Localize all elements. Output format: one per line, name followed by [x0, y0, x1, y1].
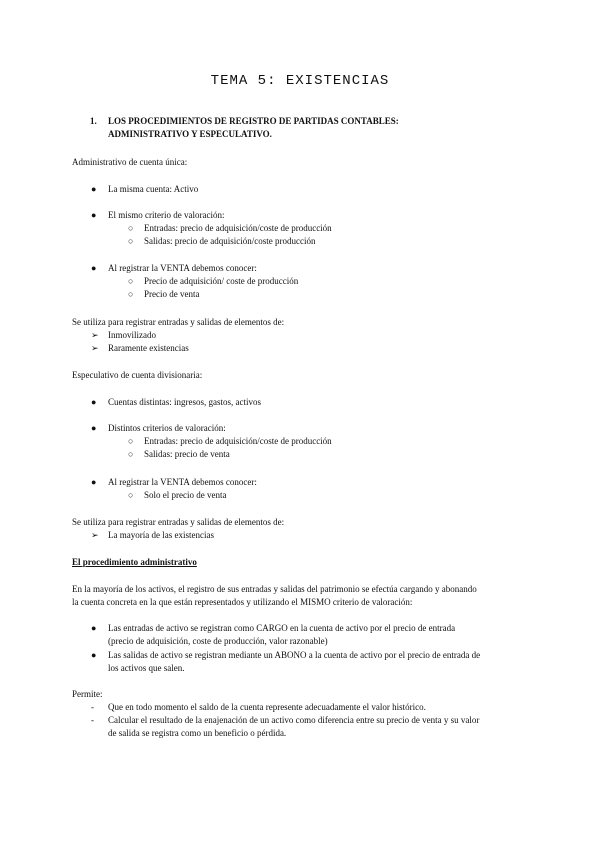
admin-bullet-1: La misma cuenta: Activo [108, 184, 199, 194]
proc-paragraph-line1: En la mayoría de los activos, el registro de sus entradas y salidas del patrimonio se efectúa cargando y abonando [72, 584, 477, 594]
admin-bullet-3-sub-2: Precio de venta [144, 289, 200, 299]
proc-bullet-2-line1: Las salidas de activo se registran mediante un ABONO a la cuenta de activo por el precio de entrada de [108, 650, 481, 660]
bullet-icon: ● [91, 263, 97, 273]
permite-item-1: Que en todo momento el saldo de la cuenta represente adecuadamente el valor histórico. [108, 702, 426, 712]
espec-intro: Especulativo de cuenta divisionaria: [72, 370, 203, 380]
espec-bullet-3-sub-1: Solo el precio de venta [144, 490, 227, 500]
espec-bullet-1: Cuentas distintas: ingresos, gastos, activos [108, 397, 261, 407]
proc-heading: El procedimiento administrativo [72, 557, 197, 567]
admin-intro: Administrativo de cuenta única: [72, 157, 188, 167]
admin-bullet-2: El mismo criterio de valoración: [108, 210, 225, 220]
circle-icon: ○ [128, 236, 134, 246]
permite-label: Permite: [72, 689, 103, 699]
circle-icon: ○ [128, 276, 134, 286]
bullet-icon: ● [91, 477, 97, 487]
permite-item-2-line2: de salida se registra como un beneficio o pérdida. [108, 728, 287, 738]
page-title: TEMA 5: EXISTENCIAS [210, 73, 390, 89]
espec-bullet-2: Distintos criterios de valoración: [108, 423, 226, 433]
arrow-icon: ➢ [91, 330, 99, 340]
bullet-icon: ● [91, 623, 97, 633]
espec-bullet-3: Al registrar la VENTA debemos conocer: [108, 477, 257, 487]
dash-icon: - [91, 702, 94, 712]
admin-bullet-2-sub-2: Salidas: precio de adquisición/coste producción [144, 236, 316, 246]
espec-usage-item-1: La mayoría de las existencias [108, 530, 214, 540]
admin-bullet-3: Al registrar la VENTA debemos conocer: [108, 263, 257, 273]
dash-icon: - [91, 715, 94, 725]
proc-bullet-1-line2: (precio de adquisición, coste de producción, valor razonable) [108, 636, 328, 646]
circle-icon: ○ [128, 289, 134, 299]
bullet-icon: ● [91, 397, 97, 407]
circle-icon: ○ [128, 436, 134, 446]
proc-paragraph-line2: la cuenta concreta en la que están representados y utilizando el MISMO criterio de valoración: [72, 597, 413, 607]
bullet-icon: ● [91, 210, 97, 220]
admin-usage-item-2: Raramente existencias [108, 343, 189, 353]
section-heading-line2: ADMINISTRATIVO Y ESPECULATIVO. [108, 129, 272, 139]
circle-icon: ○ [128, 449, 134, 459]
proc-bullet-1-line1: Las entradas de activo se registran como CARGO en la cuenta de activo por el precio de entrada [108, 623, 456, 633]
permite-item-2-line1: Calcular el resultado de la enajenación de un activo como diferencia entre su precio de venta y su valor [108, 715, 480, 725]
bullet-icon: ● [91, 650, 97, 660]
bullet-icon: ● [91, 184, 97, 194]
circle-icon: ○ [128, 490, 134, 500]
admin-bullet-2-sub-1: Entradas: precio de adquisición/coste de producción [144, 223, 332, 233]
section-number: 1. [90, 116, 97, 126]
espec-bullet-2-sub-2: Salidas: precio de venta [144, 449, 230, 459]
section-heading-line1: LOS PROCEDIMIENTOS DE REGISTRO DE PARTIDAS CONTABLES: [108, 116, 399, 126]
bullet-icon: ● [91, 423, 97, 433]
admin-usage-item-1: Inmovilizado [108, 330, 156, 340]
circle-icon: ○ [128, 223, 134, 233]
arrow-icon: ➢ [91, 343, 99, 353]
arrow-icon: ➢ [91, 530, 99, 540]
admin-bullet-3-sub-1: Precio de adquisición/ coste de producción [144, 276, 299, 286]
espec-usage: Se utiliza para registrar entradas y salidas de elementos de: [72, 517, 285, 527]
admin-usage: Se utiliza para registrar entradas y salidas de elementos de: [72, 317, 285, 327]
proc-bullet-2-line2: los activos que salen. [108, 663, 185, 673]
espec-bullet-2-sub-1: Entradas: precio de adquisición/coste de producción [144, 436, 332, 446]
